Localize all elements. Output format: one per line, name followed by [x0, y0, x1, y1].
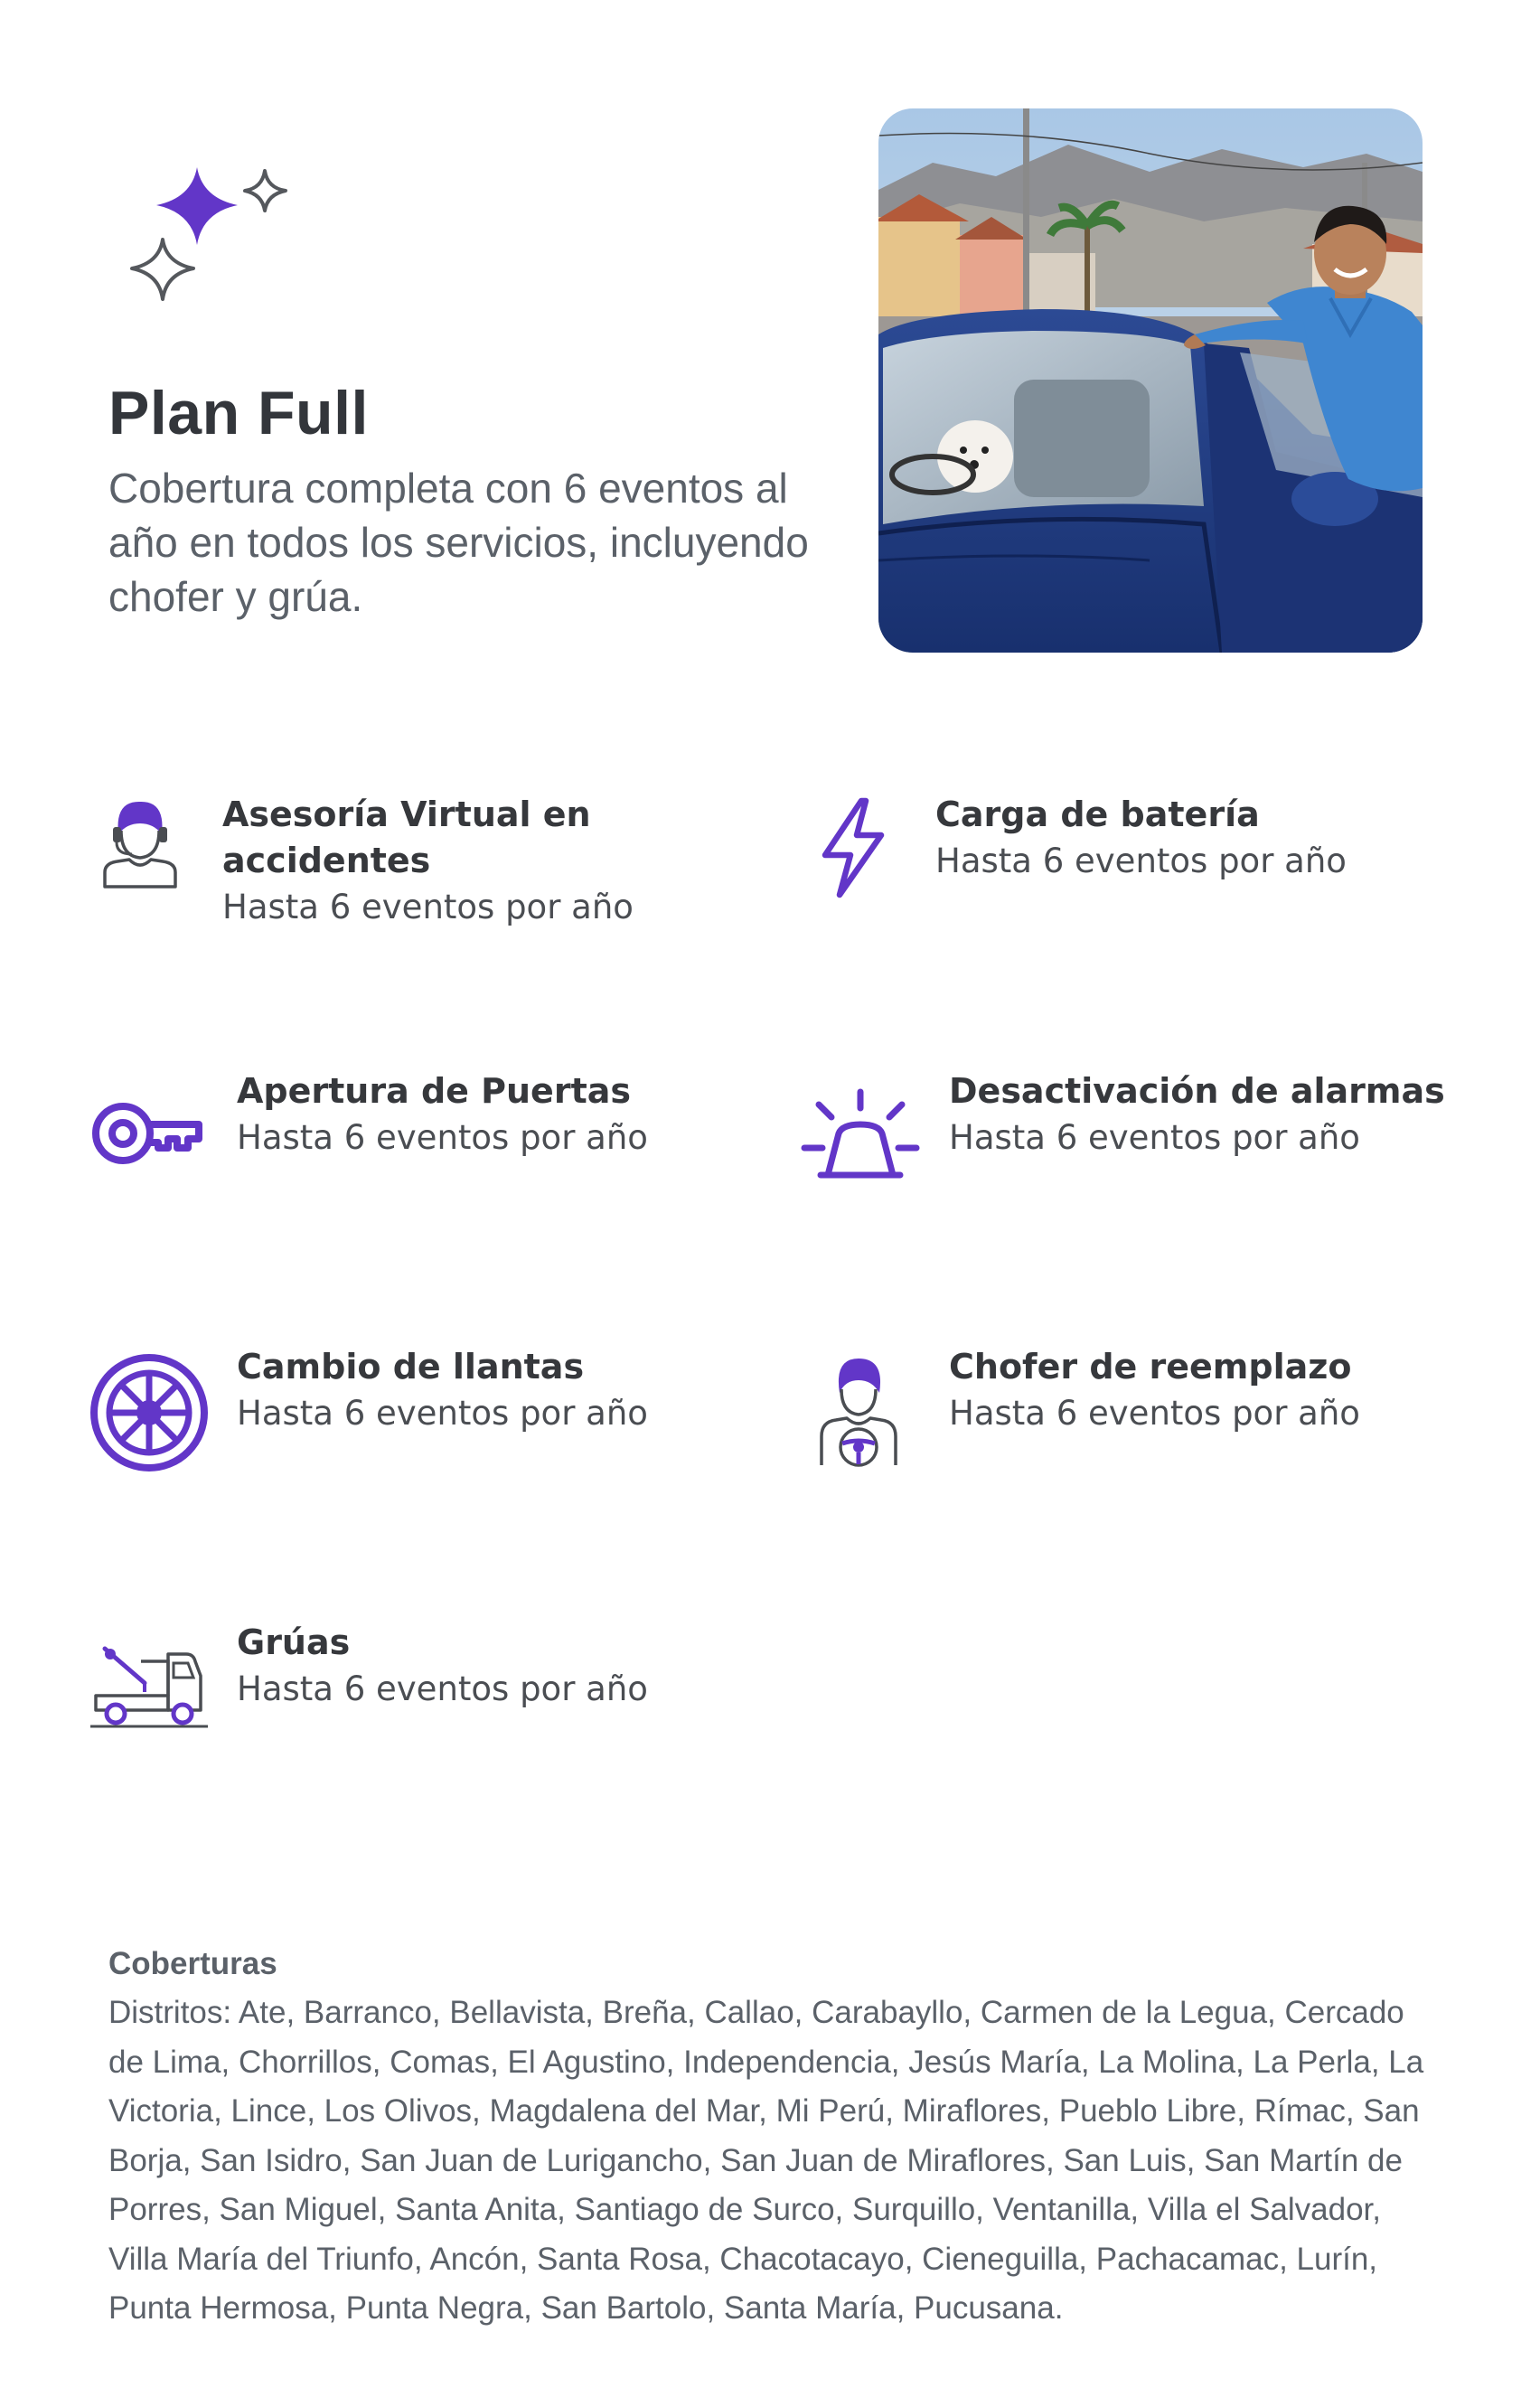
coverage-text: Distritos: Ate, Barranco, Bellavista, Breña, Callao, Carabayllo, Carmen de la Legua, Cercado de Lima, Chorrillos, Comas, El Agustino, Independencia, Jesús María, La Molina, La Perla, La Victoria, Lince, Los Olivos, Magdalena del Mar, Mi Perú, Miraflores, Pueblo Libre, Rímac, San Borja, San Isidro, San Juan de Lurigancho, San Juan de Miraflores, San Luis, San Martín de Porres, San Miguel, Santa Anita, Santiago de Surco, Surquillo, Ventanilla, Villa el Salvador, Villa María del Triunfo, Ancón, Santa Rosa, Chacotacayo, Cieneguilla, Pachacamac, Lurín, Punta Hermosa, Punta Negra, San Bartolo, Santa María, Pucusana. [108, 1995, 1424, 2326]
feature-subtitle: Hasta 6 eventos por año [935, 842, 1347, 880]
key-icon [90, 1099, 204, 1168]
plan-description: Cobertura completa con 6 eventos al año en todos los servicios, incluyendo chofer y grúa. [108, 465, 809, 620]
coverage-title: Coberturas [108, 1946, 277, 1981]
siren-alarm-icon [801, 1088, 920, 1182]
feature-title: Cambio de llantas [237, 1347, 585, 1387]
feature-subtitle: Hasta 6 eventos por año [237, 1118, 648, 1157]
headset-agent-icon [101, 798, 179, 890]
sparkles-icon [122, 158, 303, 312]
plan-title: Plan Full [108, 379, 369, 447]
feature-title: Desactivación de alarmas [949, 1071, 1445, 1111]
feature-subtitle: Hasta 6 eventos por año [237, 1394, 648, 1433]
coverage-section [108, 1940, 1446, 2334]
feature-subtitle: Hasta 6 eventos por año [949, 1118, 1360, 1157]
feature-subtitle: Hasta 6 eventos por año [222, 888, 634, 926]
driver-icon [816, 1353, 901, 1469]
feature-title: Apertura de Puertas [237, 1071, 631, 1111]
hero-photo [878, 108, 1423, 653]
feature-subtitle: Hasta 6 eventos por año [237, 1669, 648, 1708]
tow-truck-icon [89, 1641, 210, 1728]
feature-title: Carga de batería [935, 794, 1260, 834]
feature-title: Grúas [237, 1622, 351, 1662]
feature-title: Chofer de reemplazo [949, 1347, 1352, 1387]
lightning-bolt-icon [816, 795, 888, 899]
feature-title: Asesoría Virtual en accidentes [222, 794, 591, 880]
wheel-icon [89, 1352, 210, 1473]
feature-subtitle: Hasta 6 eventos por año [949, 1394, 1360, 1433]
